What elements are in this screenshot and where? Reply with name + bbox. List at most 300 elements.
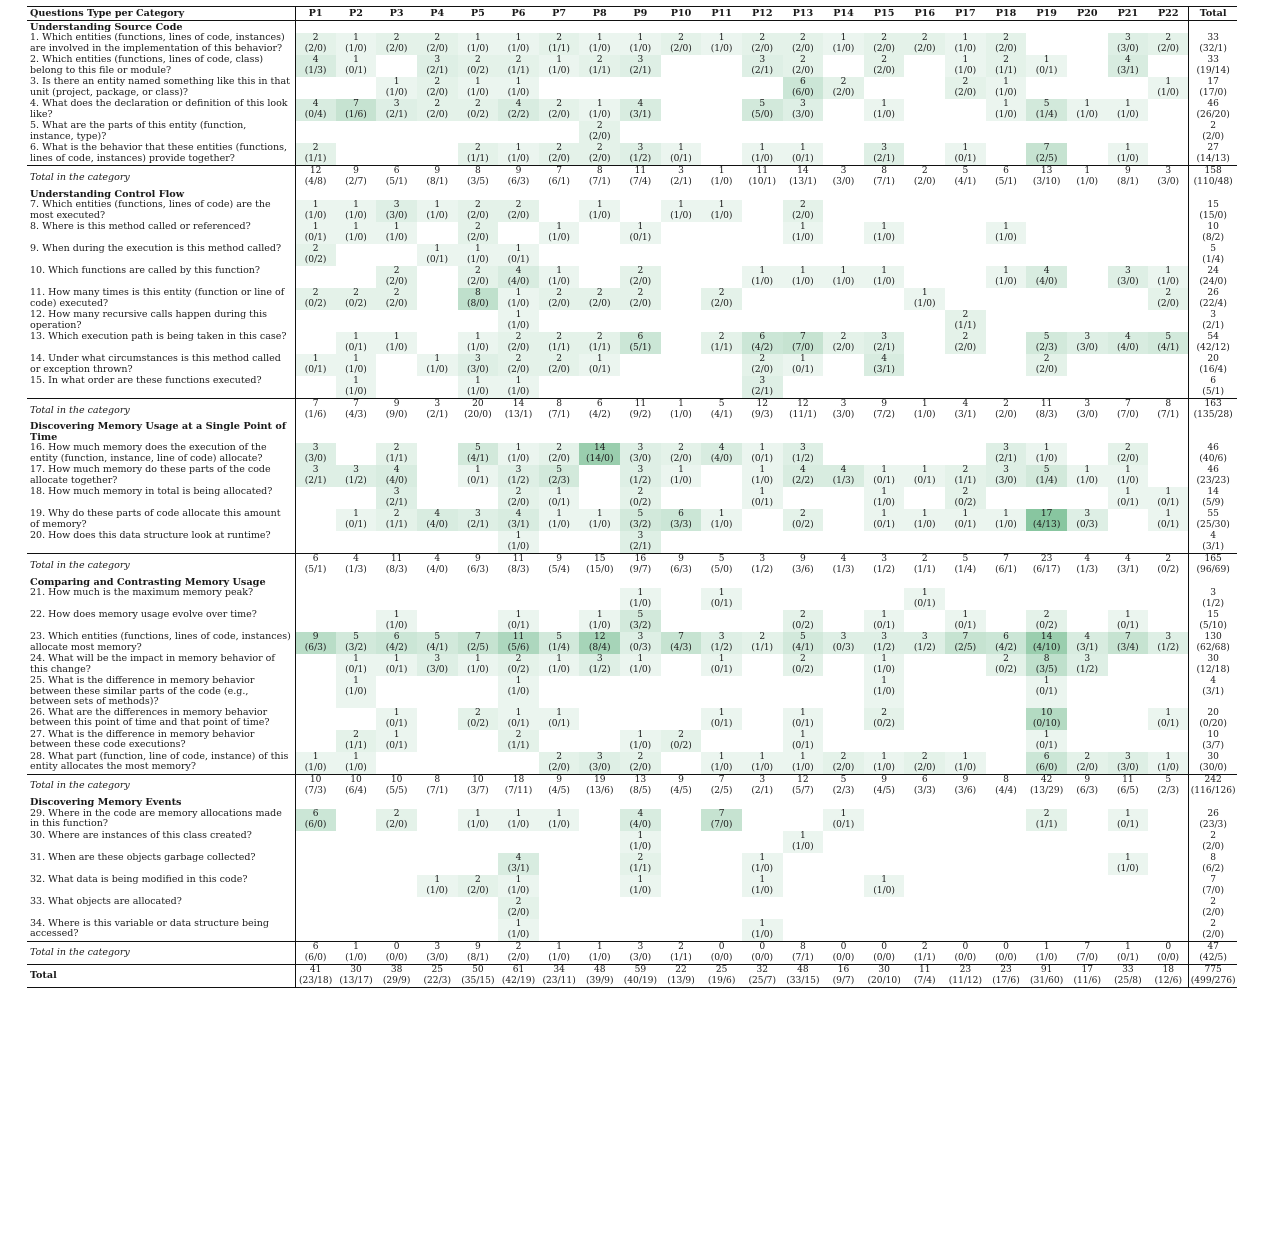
- cell-breakdown: (1/1): [954, 321, 977, 331]
- cell-breakdown: (1/1): [995, 66, 1017, 76]
- cell-breakdown: (14/0): [585, 454, 614, 464]
- cell-breakdown: (2/1): [995, 454, 1017, 464]
- cell-count: 2: [393, 509, 400, 519]
- cell-breakdown: (7/0): [710, 819, 733, 830]
- participant-cell: [742, 200, 783, 222]
- cell-count: 4: [515, 852, 522, 863]
- cell-breakdown: (1/0): [507, 542, 530, 552]
- cell-breakdown: (2/0): [426, 44, 449, 54]
- participant-cell: [986, 554, 1027, 577]
- cell-breakdown: (29/9): [382, 975, 411, 986]
- cell-breakdown: (1/0): [345, 687, 367, 697]
- cell-breakdown: (1/0): [588, 44, 611, 54]
- participant-cell: [376, 200, 417, 222]
- participant-cell: [945, 465, 986, 487]
- cell-count: 5: [1165, 774, 1172, 785]
- participant-cell: [783, 399, 824, 422]
- participant-cell: [498, 166, 539, 189]
- cell-breakdown: (1/2): [345, 476, 367, 486]
- participant-cell: [701, 853, 742, 875]
- cell-count: 1: [962, 143, 969, 153]
- cell-breakdown: (0/3): [629, 643, 652, 653]
- cell-count: 3: [1003, 443, 1009, 453]
- cell-count: 1: [962, 33, 969, 43]
- question-label: 20. How does this data structure look at runtime?: [27, 531, 295, 554]
- cell-count: 11: [634, 166, 647, 176]
- participant-cell: [376, 33, 417, 55]
- cell-breakdown: (23/3): [1199, 819, 1227, 830]
- participant-cell: [1108, 919, 1149, 942]
- cell-breakdown: (1/0): [751, 277, 774, 287]
- participant-cell: [539, 554, 580, 577]
- cell-breakdown: (1/0): [710, 44, 733, 54]
- cell-count: 1: [799, 354, 806, 364]
- participant-cell: [1067, 588, 1108, 610]
- cell-count: 2: [962, 77, 969, 87]
- cell-count: 1: [759, 465, 766, 475]
- participant-cell: [539, 465, 580, 487]
- cell-count: 1: [678, 465, 684, 475]
- participant-cell: [864, 244, 905, 266]
- participant-cell: [498, 730, 539, 752]
- cell-count: 1: [1003, 266, 1009, 276]
- cell-count: 5: [1043, 465, 1050, 475]
- cell-count: 2: [718, 332, 725, 342]
- participant-cell: [498, 244, 539, 266]
- cell-breakdown: (1/0): [629, 599, 652, 609]
- participant-cell: [986, 831, 1027, 853]
- cell-count: 2: [515, 200, 522, 210]
- participant-cell: [1108, 554, 1149, 577]
- cell-breakdown: (3/5): [1035, 665, 1058, 675]
- cell-breakdown: (2/3): [1035, 343, 1058, 353]
- participant-cell: [458, 853, 499, 875]
- cell-count: 30: [878, 964, 890, 975]
- participant-cell: [661, 200, 702, 222]
- empty-cell: [823, 421, 864, 443]
- participant-cell: [661, 588, 702, 610]
- participant-cell: [904, 354, 945, 376]
- cell-count: 3: [840, 166, 847, 176]
- participant-cell: [661, 166, 702, 189]
- participant-cell: [661, 310, 702, 332]
- cell-count: 1: [596, 354, 603, 364]
- participant-cell: [823, 752, 864, 775]
- cell-breakdown: (0/1): [832, 819, 855, 830]
- cell-count: 1: [759, 852, 766, 863]
- participant-cell: [1026, 774, 1067, 797]
- cell-count: 2: [474, 266, 481, 276]
- question-row: [27, 919, 1237, 942]
- participant-cell: [1067, 465, 1108, 487]
- empty-cell: [620, 797, 661, 809]
- participant-cell: [336, 919, 377, 942]
- question-row: [27, 222, 1237, 244]
- participant-cell: [986, 121, 1027, 143]
- participant-cell: [661, 376, 702, 399]
- cell-count: 2: [556, 143, 562, 153]
- participant-cell: [1026, 941, 1067, 964]
- participant-cell: [701, 99, 742, 121]
- cell-breakdown: (2/1): [629, 542, 652, 552]
- participant-cell: [336, 831, 377, 853]
- empty-cell: [1026, 188, 1067, 200]
- participant-cell: [376, 875, 417, 897]
- cell-breakdown: (1/4): [1202, 255, 1225, 265]
- cell-breakdown: (2/0): [385, 44, 408, 54]
- participant-cell: [661, 55, 702, 77]
- cell-breakdown: (2/0): [832, 343, 855, 353]
- participant-cell: [742, 708, 783, 730]
- participant-cell: [498, 875, 539, 897]
- cell-count: 3: [393, 99, 400, 109]
- participant-cell: [336, 875, 377, 897]
- total-cell: [1189, 55, 1237, 77]
- participant-cell: [498, 33, 539, 55]
- cell-count: 9: [474, 941, 481, 952]
- participant-cell: [1067, 166, 1108, 189]
- total-cell: [1189, 354, 1237, 376]
- cell-count: 2: [1043, 610, 1050, 620]
- cell-breakdown: (6/17): [1032, 565, 1061, 575]
- cell-count: 12: [593, 632, 606, 642]
- participant-cell: [376, 332, 417, 354]
- cell-count: 55: [1207, 509, 1219, 519]
- cell-count: 1: [312, 222, 319, 232]
- empty-cell: [864, 421, 905, 443]
- cell-count: 1: [1003, 509, 1009, 519]
- participant-cell: [295, 632, 336, 654]
- cell-breakdown: (4/0): [426, 565, 449, 575]
- cell-breakdown: (1/0): [751, 929, 774, 940]
- cell-count: 7: [1084, 941, 1091, 952]
- cell-breakdown: (1/2): [873, 643, 895, 653]
- total-cell: [1189, 809, 1237, 831]
- cell-breakdown: (1/0): [873, 665, 895, 675]
- participant-cell: [783, 465, 824, 487]
- cell-breakdown: (3/6): [954, 785, 977, 796]
- question-label: 1. Which entities (functions, lines of code, instances) are involved in the implementation of this behavior?: [27, 33, 295, 55]
- cell-count: 1: [353, 354, 359, 364]
- participant-cell: [336, 531, 377, 554]
- participant-cell: [986, 531, 1027, 554]
- participant-cell: [904, 509, 945, 531]
- participant-cell: [376, 964, 417, 987]
- cell-count: 0: [840, 941, 847, 952]
- cell-count: 1: [353, 751, 359, 762]
- participant-cell: [661, 654, 702, 676]
- participant-cell: [417, 266, 458, 288]
- participant-cell: [945, 897, 986, 919]
- cell-breakdown: (1/6): [304, 410, 327, 420]
- participant-cell: [579, 654, 620, 676]
- cell-breakdown: (2/0): [873, 66, 895, 76]
- cell-count: 2: [1210, 830, 1217, 841]
- cell-breakdown: (0/3): [832, 643, 855, 653]
- empty-cell: [904, 421, 945, 443]
- participant-cell: [336, 632, 377, 654]
- total-cell: [1189, 465, 1237, 487]
- cell-breakdown: (19/6): [707, 975, 736, 986]
- cell-count: 2: [312, 143, 319, 153]
- cell-count: 2: [718, 288, 725, 298]
- participant-cell: [620, 964, 661, 987]
- question-label: 11. How many times is this entity (function or line of code) executed?: [27, 288, 295, 310]
- participant-cell: [376, 99, 417, 121]
- participant-cell: [336, 941, 377, 964]
- cell-count: 6: [678, 509, 684, 519]
- cell-breakdown: (0/1): [385, 718, 408, 729]
- cell-breakdown: (0/1): [954, 520, 977, 530]
- cell-count: 3: [759, 55, 766, 65]
- empty-cell: [498, 576, 539, 588]
- cell-breakdown: (2/0): [507, 343, 530, 353]
- cell-breakdown: (2/2): [791, 476, 814, 486]
- cell-count: 7: [1124, 399, 1131, 409]
- participant-cell: [823, 554, 864, 577]
- cell-count: 0: [393, 941, 400, 952]
- participant-cell: [620, 266, 661, 288]
- participant-cell: [986, 244, 1027, 266]
- total-cell: [1189, 376, 1237, 399]
- cell-count: 2: [515, 896, 522, 907]
- participant-cell: [376, 610, 417, 632]
- cell-breakdown: (3/2): [629, 621, 652, 631]
- question-label: 24. What will be the impact in memory behavior of this change?: [27, 654, 295, 676]
- total-cell: [1189, 166, 1237, 189]
- cell-breakdown: (4/0): [507, 277, 530, 287]
- participant-cell: [336, 77, 377, 99]
- cell-count: 46: [1207, 443, 1219, 453]
- participant-cell: [1108, 676, 1149, 708]
- cell-breakdown: (17/6): [992, 975, 1020, 986]
- participant-cell: [864, 919, 905, 942]
- question-row: [27, 443, 1237, 465]
- cell-breakdown: (0/1): [1035, 66, 1058, 76]
- total-cell: [1189, 676, 1237, 708]
- cell-breakdown: (2/0): [548, 762, 570, 773]
- cell-breakdown: (5/10): [1199, 621, 1227, 631]
- cell-breakdown: (3/0): [791, 110, 814, 120]
- participant-cell: [986, 33, 1027, 55]
- cell-breakdown: (1/0): [588, 952, 611, 963]
- participant-cell: [945, 919, 986, 942]
- cell-count: 3: [759, 554, 766, 564]
- cell-count: 8: [1003, 774, 1009, 785]
- participant-cell: [539, 875, 580, 897]
- cell-breakdown: (15/0): [585, 565, 614, 575]
- cell-breakdown: (2/0): [426, 110, 449, 120]
- total-cell: [1189, 774, 1237, 797]
- cell-breakdown: (0/2): [791, 520, 814, 530]
- participant-cell: [579, 730, 620, 752]
- question-row: [27, 310, 1237, 332]
- cell-count: 2: [515, 487, 522, 497]
- cell-breakdown: (1/0): [629, 44, 652, 54]
- participant-cell: [904, 121, 945, 143]
- participant-cell: [458, 897, 499, 919]
- participant-cell: [701, 676, 742, 708]
- cell-count: 23: [1040, 554, 1053, 564]
- cell-count: 2: [678, 443, 684, 453]
- cell-breakdown: (30/0): [1199, 762, 1227, 773]
- participant-cell: [864, 55, 905, 77]
- participant-cell: [864, 610, 905, 632]
- participant-cell: [661, 244, 702, 266]
- participant-cell: [498, 774, 539, 797]
- cell-breakdown: (6/0): [304, 819, 327, 830]
- cell-count: 18: [1162, 964, 1175, 975]
- cell-count: 3: [637, 465, 644, 475]
- participant-cell: [620, 919, 661, 942]
- cell-breakdown: (3/1): [1202, 542, 1225, 552]
- participant-cell: [1026, 809, 1067, 831]
- participant-cell: [295, 77, 336, 99]
- participant-cell: [661, 77, 702, 99]
- header-participant: P19: [1026, 7, 1067, 21]
- participant-cell: [579, 166, 620, 189]
- cell-breakdown: (4/2): [588, 410, 611, 420]
- cell-breakdown: (1/1): [588, 343, 611, 353]
- question-row: [27, 708, 1237, 730]
- participant-cell: [823, 676, 864, 708]
- cell-count: 48: [797, 964, 809, 975]
- cell-breakdown: (2/0): [791, 211, 814, 221]
- participant-cell: [945, 853, 986, 875]
- participant-cell: [945, 809, 986, 831]
- participant-cell: [1148, 99, 1189, 121]
- participant-cell: [498, 588, 539, 610]
- participant-cell: [1067, 332, 1108, 354]
- cell-breakdown: (2/1): [1202, 321, 1225, 331]
- total-cell: [1189, 875, 1237, 897]
- cell-breakdown: (6/3): [507, 177, 530, 187]
- cell-breakdown: (1/2): [913, 643, 936, 653]
- participant-cell: [336, 55, 377, 77]
- cell-count: 1: [556, 55, 562, 65]
- cell-breakdown: (0/1): [345, 343, 367, 353]
- participant-cell: [376, 77, 417, 99]
- header-participant: P1: [295, 7, 336, 21]
- participant-cell: [539, 774, 580, 797]
- cell-breakdown: (3/7): [466, 785, 489, 796]
- participant-cell: [783, 875, 824, 897]
- participant-cell: [945, 77, 986, 99]
- participant-cell: [376, 443, 417, 465]
- cell-breakdown: (0/2): [791, 621, 814, 631]
- participant-cell: [823, 266, 864, 288]
- empty-cell: [904, 797, 945, 809]
- cell-breakdown: (0/0): [751, 952, 774, 963]
- participant-cell: [904, 919, 945, 942]
- cell-count: 4: [799, 465, 806, 475]
- cell-count: 3: [921, 632, 928, 642]
- cell-count: 10: [350, 774, 362, 785]
- participant-cell: [376, 509, 417, 531]
- cell-count: 242: [1204, 774, 1222, 785]
- cell-count: 2: [678, 941, 684, 952]
- cell-breakdown: (2/1): [670, 177, 692, 187]
- cell-count: 3: [434, 941, 441, 952]
- participant-cell: [579, 509, 620, 531]
- participant-cell: [864, 354, 905, 376]
- cell-count: 2: [637, 852, 644, 863]
- participant-cell: [1108, 897, 1149, 919]
- participant-cell: [783, 752, 824, 775]
- question-row: [27, 288, 1237, 310]
- participant-cell: [701, 774, 742, 797]
- cell-breakdown: (2/0): [791, 66, 814, 76]
- cell-count: 1: [515, 531, 522, 541]
- cell-count: 5: [434, 632, 441, 642]
- participant-cell: [1148, 376, 1189, 399]
- total-cell: [1189, 332, 1237, 354]
- cell-breakdown: (1/0): [548, 66, 570, 76]
- cell-count: 2: [353, 729, 359, 740]
- participant-cell: [417, 676, 458, 708]
- cell-breakdown: (33/15): [786, 975, 820, 986]
- participant-cell: [1148, 200, 1189, 222]
- cell-count: 5: [718, 399, 725, 409]
- empty-cell: [417, 576, 458, 588]
- cell-breakdown: (0/1): [304, 365, 327, 375]
- cell-breakdown: (7/1): [426, 785, 449, 796]
- cell-breakdown: (1/4): [1035, 476, 1058, 486]
- cell-breakdown: (1/0): [710, 177, 733, 187]
- cell-breakdown: (2/0): [954, 343, 977, 353]
- cell-count: 1: [474, 332, 481, 342]
- cell-breakdown: (6/1): [995, 565, 1017, 575]
- question-row: [27, 244, 1237, 266]
- cell-breakdown: (0/1): [710, 665, 733, 675]
- cell-breakdown: (1/2): [710, 643, 733, 653]
- participant-cell: [295, 443, 336, 465]
- cell-count: 2: [921, 941, 928, 952]
- cell-breakdown: (13/29): [1029, 785, 1064, 796]
- cell-breakdown: (3/0): [832, 177, 855, 187]
- cell-count: 1: [596, 941, 603, 952]
- participant-cell: [945, 288, 986, 310]
- participant-cell: [945, 730, 986, 752]
- cell-count: 1: [1003, 77, 1009, 87]
- participant-cell: [498, 752, 539, 775]
- cell-breakdown: (1/0): [629, 885, 652, 896]
- cell-breakdown: (1/0): [954, 762, 977, 773]
- cell-count: 2: [515, 729, 522, 740]
- participant-cell: [986, 632, 1027, 654]
- participant-cell: [864, 897, 905, 919]
- cell-count: 1: [393, 222, 400, 232]
- header-total: Total: [1189, 7, 1237, 21]
- question-row: [27, 610, 1237, 632]
- cell-breakdown: (1/0): [548, 665, 570, 675]
- table-body: [27, 21, 1237, 988]
- empty-cell: [539, 576, 580, 588]
- cell-breakdown: (1/0): [751, 885, 774, 896]
- participant-cell: [458, 288, 499, 310]
- participant-cell: [986, 487, 1027, 509]
- participant-cell: [904, 941, 945, 964]
- participant-cell: [1108, 121, 1149, 143]
- cell-breakdown: (1/1): [710, 343, 733, 353]
- cell-count: 6: [921, 774, 928, 785]
- cell-count: 5: [353, 632, 359, 642]
- cell-breakdown: (6/0): [304, 952, 327, 963]
- participant-cell: [904, 288, 945, 310]
- cell-count: 3: [840, 399, 847, 409]
- participant-cell: [458, 310, 499, 332]
- participant-cell: [1067, 831, 1108, 853]
